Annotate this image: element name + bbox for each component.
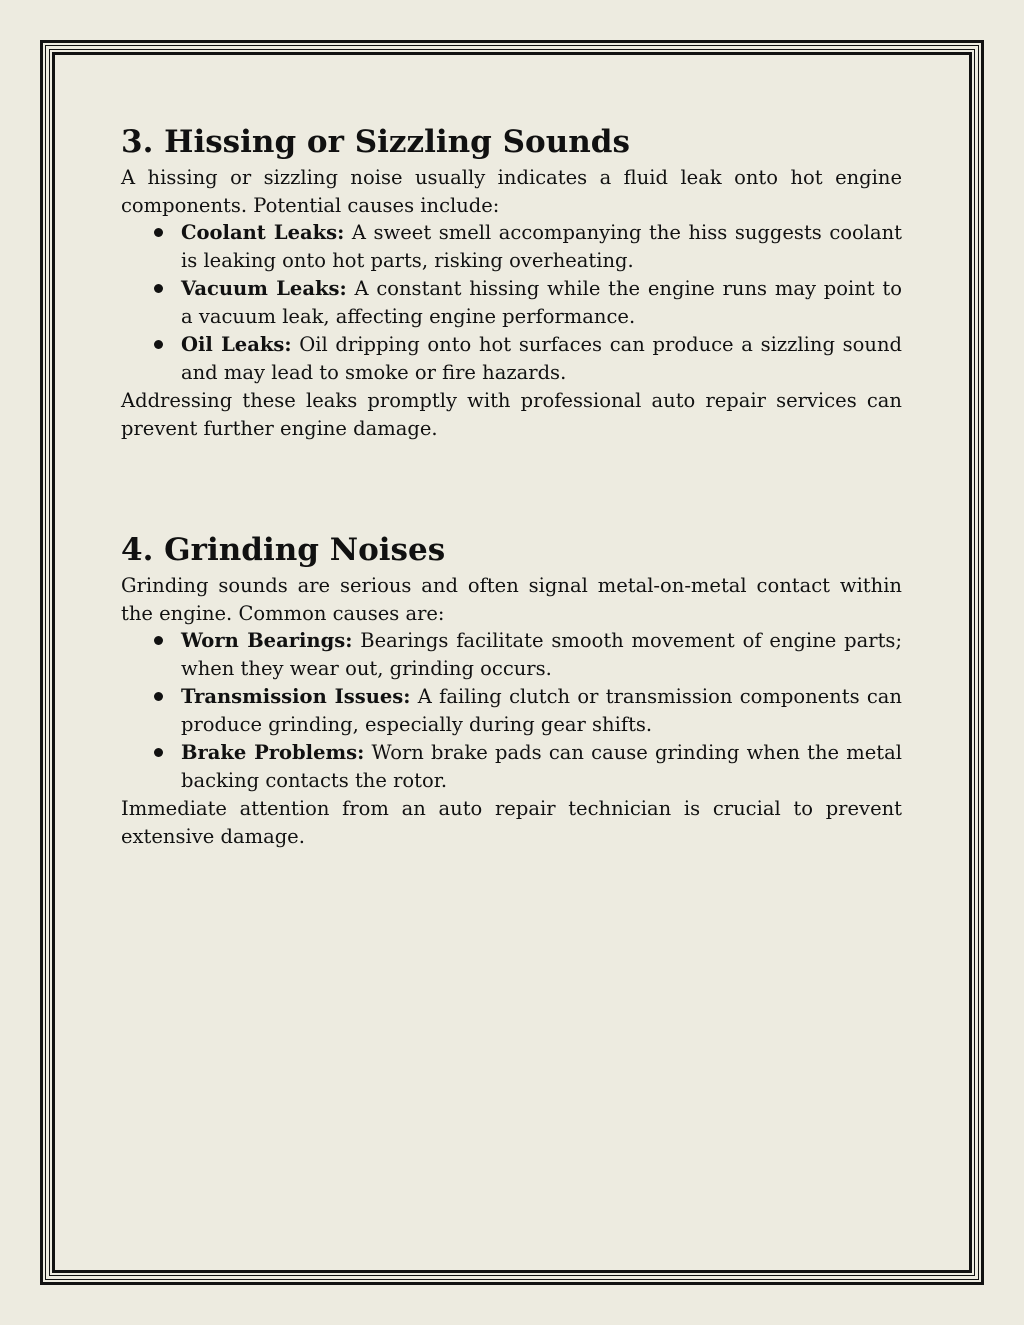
item-term: Worn Bearings:: [181, 629, 353, 652]
list-item: [121, 627, 902, 682]
list-item: [121, 219, 902, 274]
bullet-icon: [154, 636, 163, 645]
section-conclusion: Immediate attention from an auto repair technician is crucial to prevent extensive damage.: [121, 797, 902, 848]
bullet-icon: [154, 340, 163, 349]
item-term: Transmission Issues:: [181, 685, 411, 708]
item-term: Vacuum Leaks:: [181, 277, 347, 300]
bullet-icon: [154, 748, 163, 757]
section-conclusion: Addressing these leaks promptly with professional auto repair services can prevent further engine damage.: [121, 389, 902, 440]
cause-list: [121, 219, 902, 386]
list-item: [121, 683, 902, 738]
item-term: Brake Problems:: [181, 741, 365, 764]
item-text: Oil dripping onto hot surfaces can produce a sizzling sound and may lead to smoke or fire hazards.: [181, 333, 903, 384]
list-item: [121, 331, 902, 386]
item-text: A failing clutch or transmission components can produce grinding, especially during gear shifts.: [181, 685, 902, 736]
item-term: Coolant Leaks:: [181, 221, 345, 244]
list-item: [121, 275, 902, 330]
item-text: Worn brake pads can cause grinding when the metal backing contacts the rotor.: [181, 741, 902, 792]
section-heading: 4. Grinding Noises: [121, 532, 446, 568]
bullet-icon: [154, 284, 163, 293]
section-heading: 3. Hissing or Sizzling Sounds: [121, 124, 630, 160]
cause-list: [121, 627, 902, 794]
document-body: [121, 120, 902, 850]
item-term: Oil Leaks:: [181, 333, 292, 356]
item-text: Bearings facilitate smooth movement of engine parts; when they wear out, grinding occurs.: [181, 629, 903, 680]
bullet-icon: [154, 692, 163, 701]
bullet-icon: [154, 228, 163, 237]
section-intro: A hissing or sizzling noise usually indicates a fluid leak onto hot engine components. Potential causes include:: [121, 166, 902, 217]
item-text: A sweet smell accompanying the hiss suggests coolant is leaking onto hot parts, risking overheating.: [181, 221, 903, 272]
list-item: [121, 739, 902, 794]
section-intro: Grinding sounds are serious and often signal metal-on-metal contact within the engine. Common causes are:: [121, 574, 902, 625]
item-text: A constant hissing while the engine runs may point to a vacuum leak, affecting engine performance.: [181, 277, 902, 328]
